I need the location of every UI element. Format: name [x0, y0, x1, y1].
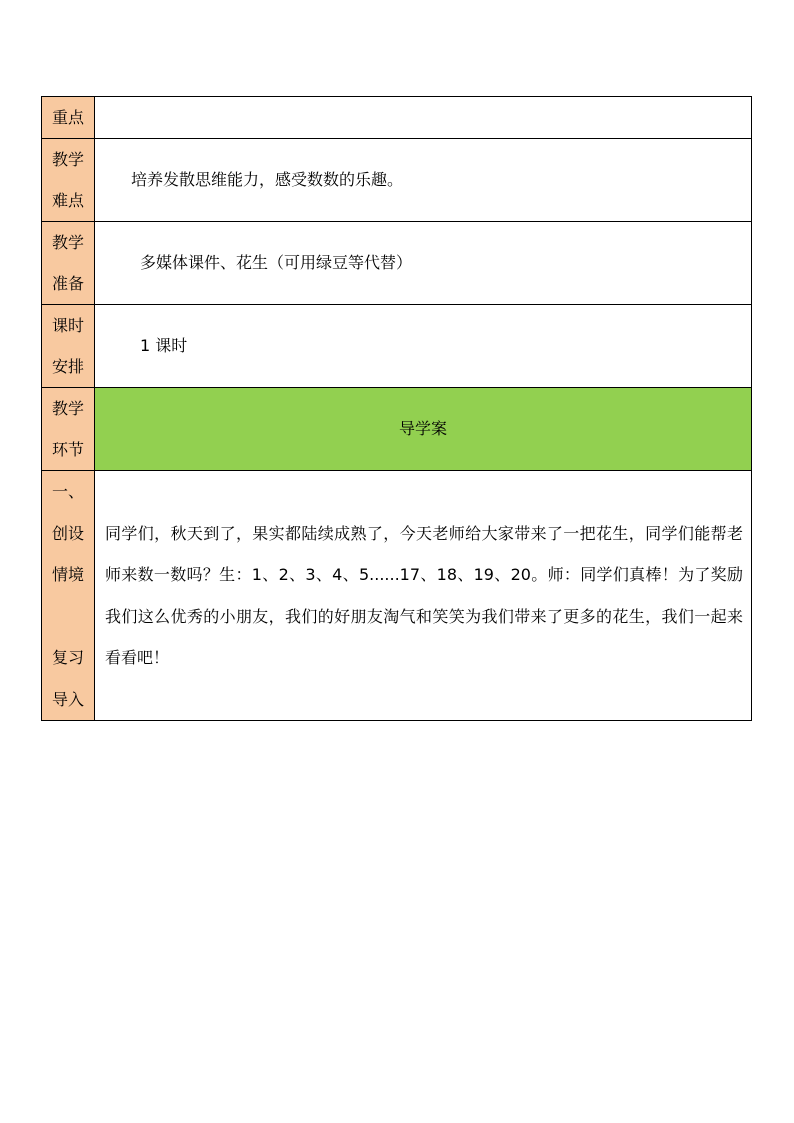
- section-header-title: 导学案: [398, 419, 447, 438]
- row-content-cell: [95, 139, 752, 222]
- row-label-cell: [42, 222, 95, 305]
- row-content-cell: [95, 97, 752, 139]
- lesson-plan-table: [41, 96, 752, 721]
- row-label-cell: [42, 97, 95, 139]
- section-header-cell: [95, 388, 752, 471]
- row-label: 一、 创设 情境 复习 导入: [51, 482, 84, 709]
- row-label-cell: [42, 305, 95, 388]
- row-label: 教学 环节: [51, 399, 84, 459]
- intro-paragraph: 同学们，秋天到了，果实都陆续成熟了，今天老师给大家带来了一把花生，同学们能帮老师来数一数吗？生：1、2、3、4、5......17、18、19、20。师：同学们真棒！为了奖励我们这么优秀的小朋友，我们的好朋友淘气和笑笑为我们带来了更多的花生，我们一起来看看吧！: [105, 523, 743, 667]
- table-row: [42, 222, 752, 305]
- row-label: 课时 安排: [51, 316, 84, 376]
- row-content: 1 课时: [140, 336, 188, 355]
- row-label-cell: [42, 471, 95, 721]
- table-row: [42, 97, 752, 139]
- row-content-cell: [95, 305, 752, 388]
- table-row: [42, 139, 752, 222]
- table-row: [42, 471, 752, 721]
- row-content-cell: [95, 222, 752, 305]
- row-label-cell: [42, 139, 95, 222]
- row-content-cell: [95, 471, 752, 721]
- row-label-cell: [42, 388, 95, 471]
- row-label: 教学 难点: [51, 150, 84, 210]
- row-content: 多媒体课件、花生（可用绿豆等代替）: [140, 253, 413, 272]
- row-content: 培养发散思维能力，感受数数的乐趣。: [131, 170, 404, 189]
- row-label: 教学 准备: [51, 233, 84, 293]
- table-row: [42, 305, 752, 388]
- row-label: 重点: [51, 108, 84, 127]
- table-row: [42, 388, 752, 471]
